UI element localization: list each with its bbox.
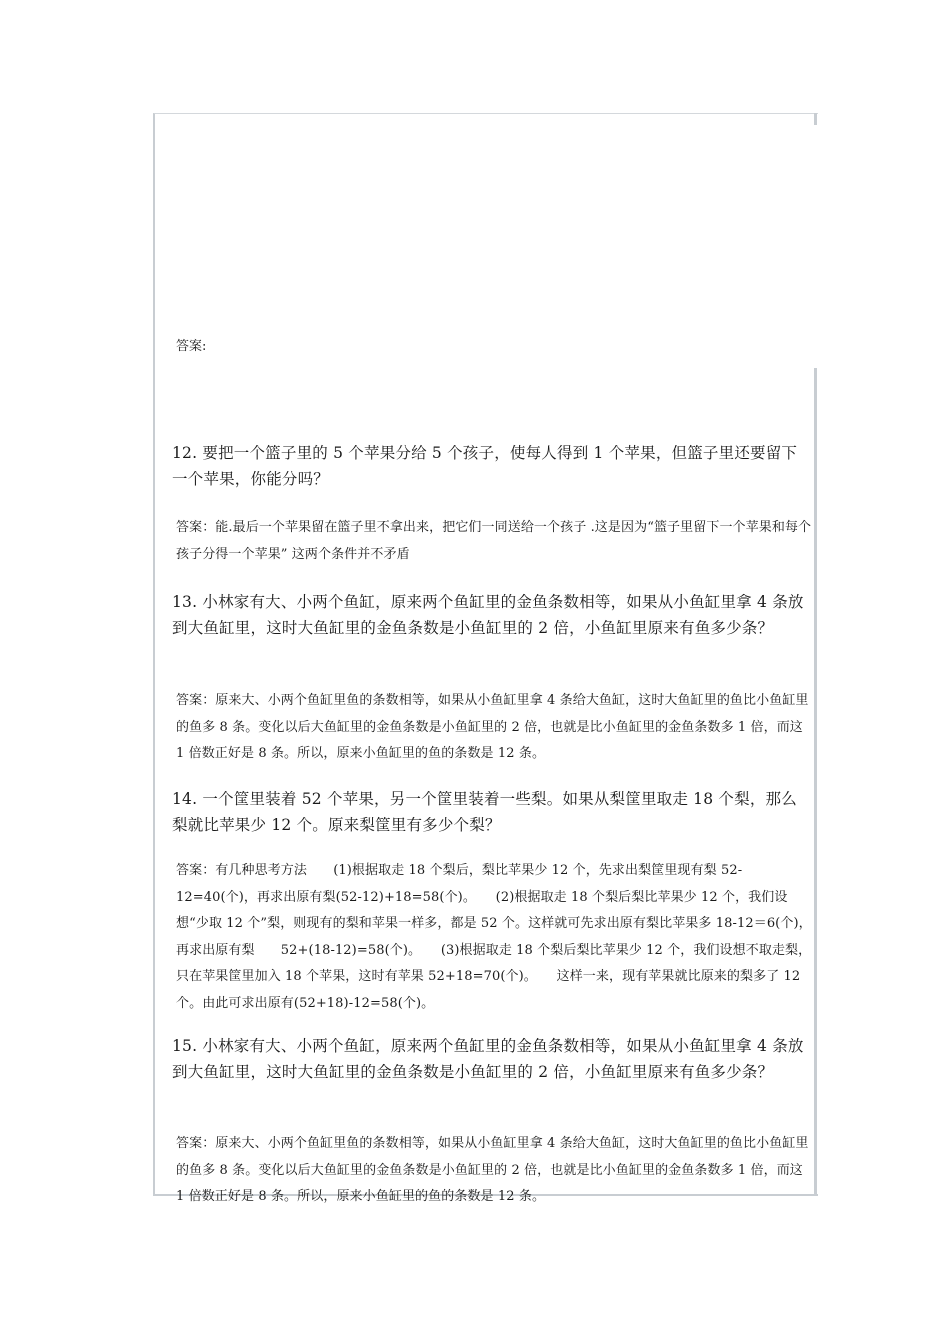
answer-13: 答案：原来大、小两个鱼缸里鱼的条数相等，如果从小鱼缸里拿 4 条给大鱼缸，这时大鱼缸里的鱼比小鱼缸里的鱼多 8 条。变化以后大鱼缸里的金鱼条数是小鱼缸里的 2 倍，也就是比小鱼缸里的金鱼条数多 1 倍，而这 1 倍数正好是 8 条。所以，原来小鱼缸里的鱼的条数是 12 条。: [176, 693, 809, 761]
answer-14: 答案：有几种思考方法 (1)根据取走 18 个梨后，梨比苹果少 12 个，先求出梨筐里现有梨 52-12=40(个)，再求出原有梨(52-12)+18=58(个)。 (2)根据取走 18 个梨后梨比苹果少 12 个，我们设想“少取 12 个”梨，则现有的梨和苹果一样多，都是 52 个。这样就可先求出原有梨比苹果多 18-12＝6(个)，再求出原有梨 52+(18-12)=58(个)。 (3)根据取走 18 个梨后梨比苹果少 12 个，我们设想不取走梨，只在苹果筐里加入 18 个苹果，这时有苹果 52+18=70(个)。 这样一来，现有苹果就比原来的梨多了 12 个。由此可求出原有(52+18)-12=58(个)。: [176, 863, 812, 1011]
top-answer-label: 答案:: [176, 339, 207, 354]
question-12: 12. 要把一个篮子里的 5 个苹果分给 5 个孩子，使每人得到 1 个苹果，但篮子里还要留下一个苹果，你能分吗？: [172, 444, 798, 488]
frame-right-border: [814, 368, 817, 1196]
answer-12: 答案：能.最后一个苹果留在篮子里不拿出来，把它们一同送给一个孩子 .这是因为“篮子里留下一个苹果和每个孩子分得一个苹果” 这两个条件并不矛盾: [176, 520, 812, 562]
question-13: 13. 小林家有大、小两个鱼缸，原来两个鱼缸里的金鱼条数相等，如果从小鱼缸里拿 4 条放到大鱼缸里，这时大鱼缸里的金鱼条数是小鱼缸里的 2 倍，小鱼缸里原来有鱼多少条？: [172, 593, 804, 637]
answer-15: 答案：原来大、小两个鱼缸里鱼的条数相等，如果从小鱼缸里拿 4 条给大鱼缸，这时大鱼缸里的鱼比小鱼缸里的鱼多 8 条。变化以后大鱼缸里的金鱼条数是小鱼缸里的 2 倍，也就是比小鱼缸里的金鱼条数多 1 倍，而这 1 倍数正好是 8 条。所以，原来小鱼缸里的鱼的条数是 12 条。: [176, 1136, 809, 1204]
question-14: 14. 一个筐里装着 52 个苹果，另一个筐里装着一些梨。如果从梨筐里取走 18 个梨，那么梨就比苹果少 12 个。原来梨筐里有多少个梨？: [172, 790, 797, 834]
frame-right-border-top: [814, 113, 817, 125]
question-15: 15. 小林家有大、小两个鱼缸，原来两个鱼缸里的金鱼条数相等，如果从小鱼缸里拿 4 条放到大鱼缸里，这时大鱼缸里的金鱼条数是小鱼缸里的 2 倍，小鱼缸里原来有鱼多少条？: [172, 1037, 804, 1081]
